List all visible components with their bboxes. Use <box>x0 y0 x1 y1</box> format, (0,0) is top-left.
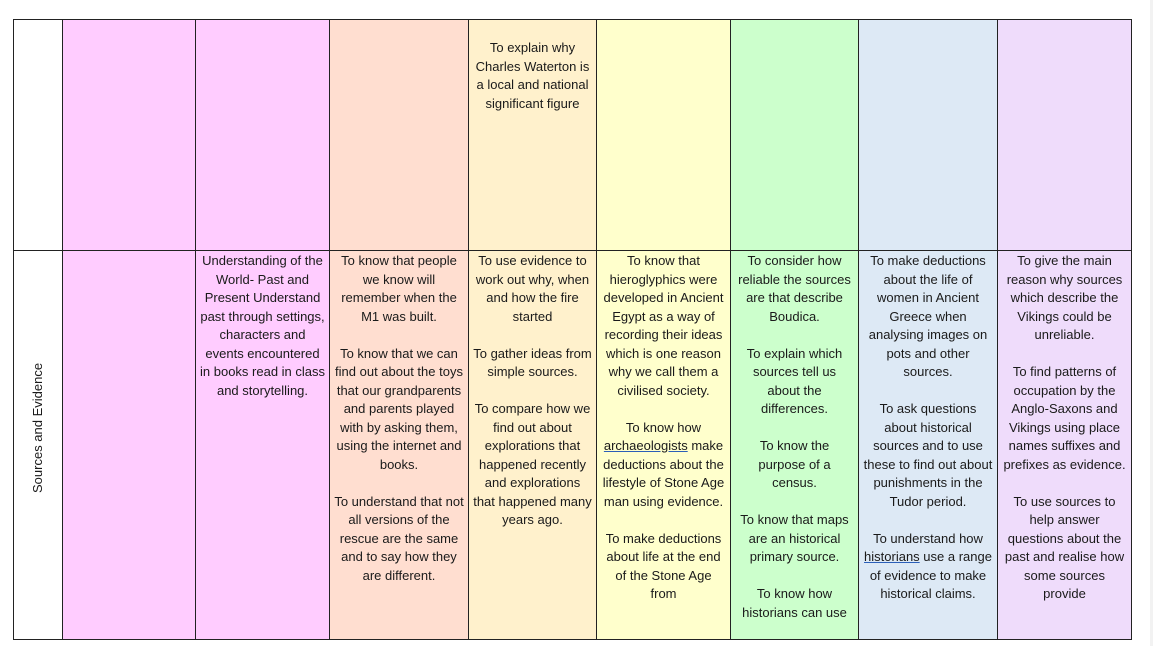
curriculum-table <box>13 19 1132 640</box>
table-row <box>14 20 1132 251</box>
cell-paragraph: To use sources to help answer questions about the past and realise how some sources provide <box>1004 493 1125 601</box>
table-cell <box>731 20 859 251</box>
cell-paragraph <box>863 530 993 604</box>
table-cell <box>196 20 330 251</box>
spellcheck-underlined-word: historians <box>864 549 920 564</box>
table-row <box>14 251 1132 640</box>
text-run: To understand how <box>873 530 983 546</box>
cell-paragraph: To compare how we find out about explorations that happened recently and explorations that happened many years ago. <box>473 401 592 527</box>
cell-paragraph: To use evidence to work out why, when and how the fire started <box>475 253 590 324</box>
cell-paragraph: To know that maps are an historical primary source. <box>740 512 849 564</box>
cell-paragraph: To gather ideas from simple sources. <box>473 345 592 379</box>
cell-paragraph: To know that hieroglyphics were developed in Ancient Egypt as a way of recording their ideas which is one reason why we call them a civilised society. <box>603 253 724 398</box>
table-cell <box>859 251 998 640</box>
cell-paragraph: To understand that not all versions of the rescue are the same and to say how they are different. <box>334 493 464 583</box>
cell-paragraph: To know how historians can use <box>742 586 847 620</box>
text-run: To know how <box>625 419 702 435</box>
cell-paragraph <box>601 419 726 512</box>
cell-paragraph: To know that people we know will remember when the M1 was built. <box>341 253 457 324</box>
cell-paragraph: To consider how reliable the sources are that describe Boudica. <box>738 253 851 324</box>
cell-paragraph: To make deductions about life at the end of the Stone Age from <box>605 530 722 601</box>
spellcheck-underlined-word: archaeologists <box>603 438 688 453</box>
table-cell <box>63 20 196 251</box>
text-run: use a range of evidence to make historical claims. <box>869 549 992 601</box>
table-cell <box>597 251 731 640</box>
text-run: make deductions about the lifestyle of Stone Age man using evidence. <box>602 438 725 509</box>
cell-paragraph: To explain why Charles Waterton is a local and national significant figure <box>475 40 590 111</box>
cell-paragraph: To ask questions about historical sources and to use these to find out about punishments in the Tudor period. <box>863 401 993 509</box>
table-cell <box>63 251 196 640</box>
table-cell <box>330 20 469 251</box>
table-cell <box>998 20 1132 251</box>
table-cell <box>998 251 1132 640</box>
cell-paragraph: Understanding of the World- Past and Present Understand past through settings, characters and events encountered in books read in class and storytelling. <box>200 253 326 398</box>
table-cell <box>859 20 998 251</box>
cell-paragraph: To find patterns of occupation by the Anglo-Saxons and Vikings using place names suffixes and prefixes as evidence. <box>1003 364 1126 472</box>
table-cell <box>330 251 469 640</box>
table-cell <box>731 251 859 640</box>
row-label-cell <box>14 20 63 251</box>
table-cell <box>469 20 597 251</box>
row-label-cell <box>14 251 63 640</box>
table-cell <box>597 20 731 251</box>
cell-paragraph: To know the purpose of a census. <box>758 438 831 490</box>
cell-paragraph: To explain which sources tell us about the differences. <box>746 345 843 416</box>
table-cell <box>196 251 330 640</box>
cell-paragraph: To give the main reason why sources which describe the Vikings could be unreliable. <box>1006 253 1123 342</box>
cell-paragraph: To know that we can find out about the toys that our grandparents and parents played with by asking them, using the internet and books. <box>335 345 463 472</box>
table-cell <box>469 251 597 640</box>
cell-paragraph: To make deductions about the life of women in Ancient Greece when analysing images on pots and other sources. <box>868 253 988 379</box>
row-label: Sources and Evidence <box>29 362 45 493</box>
